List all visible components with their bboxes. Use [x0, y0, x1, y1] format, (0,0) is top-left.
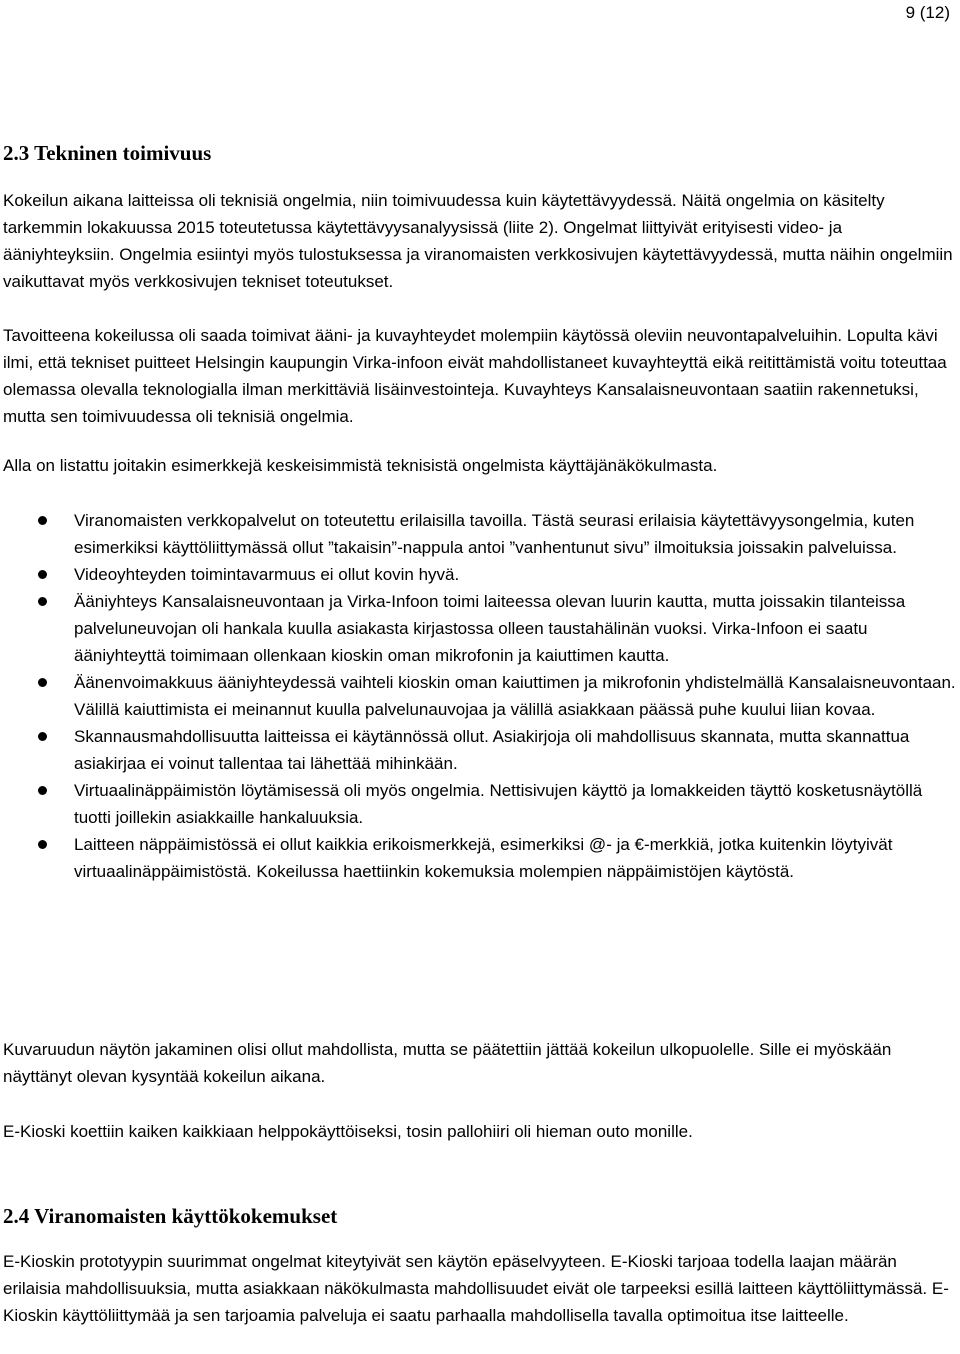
list-item-text: Äänenvoimakkuus ääniyhteydessä vaihteli kioskin oman kaiuttimen ja mikrofonin yhdistelmällä Kansalaisneuvontaan. Välillä kaiuttimista ei meinannut kuulla palvelunauvojaa ja välillä asiakkaan päässä puhe kuului liian kovaa. — [74, 673, 956, 719]
list-item-text: Videoyhteyden toimintavarmuus ei ollut kovin hyvä. — [74, 565, 460, 584]
list-item-text: Laitteen näppäimistössä ei ollut kaikkia erikoismerkkejä, esimerkiksi @- ja €-merkkiä, jotka kuitenkin löytyivät virtuaalinäppäimistöstä. Kokeilussa haettiinkin kokemuksia molempien näppäimistöjen käytöstä. — [74, 835, 893, 881]
bullet-icon — [38, 786, 47, 795]
paragraph-goals: Tavoitteena kokeilussa oli saada toimivat ääni- ja kuvayhteydet molempiin käytössä oleviin neuvontapalveluihin. Lopulta kävi ilmi, että tekniset puitteet Helsingin kaupungin Virka-infoon eivät mahdollistaneet kuvayhteyttä eikä reitittämistä voitu toteuttaa olemassa olevalla teknologialla ilman merkittäviä lisäinvestointeja. Kuvayhteys Kansalaisneuvontaan saatiin rakennetuksi, mutta sen toimivuudessa oli teknisiä ongelmia. — [3, 326, 947, 426]
section-heading-2-3: 2.3 Tekninen toimivuus — [3, 141, 212, 165]
bullet-icon — [38, 516, 47, 525]
list-item-text: Virtuaalinäppäimistön löytämisessä oli myös ongelmia. Nettisivujen käyttö ja lomakkeiden täyttö kosketusnäytöllä tuotti joillekin asiakkaille hankaluuksia. — [74, 781, 923, 827]
paragraph-list-intro: Alla on listattu joitakin esimerkkejä keskeisimmistä teknisistä ongelmista käyttäjänäkökulmasta. — [3, 456, 718, 475]
list-item — [0, 588, 960, 669]
list-item — [0, 561, 960, 588]
bullet-icon — [38, 840, 47, 849]
bullet-icon — [38, 678, 47, 687]
page-number: 9 (12) — [905, 3, 950, 22]
bullet-icon — [38, 570, 47, 579]
list-item-text: Ääniyhteys Kansalaisneuvontaan ja Virka-Infoon toimi laiteessa olevan luurin kautta, mutta joissakin tilanteissa palveluneuvojan oli hankala kuulla asiakasta kirjastossa olleen taustahälinän vuoksi. Virka-Infoon ei saatu ääniyhteyttä toimimaan ollenkaan kioskin oman mikrofonin ja kaiuttimen kautta. — [74, 592, 906, 665]
bullet-icon — [38, 732, 47, 741]
paragraph-screen-sharing: Kuvaruudun näytön jakaminen olisi ollut mahdollista, mutta se päätettiin jättää kokeilun ulkopuolelle. Sille ei myöskään näyttänyt olevan kysyntää kokeilun aikana. — [3, 1040, 892, 1086]
list-item — [0, 723, 960, 777]
list-item-text: Viranomaisten verkkopalvelut on toteutettu erilaisilla tavoilla. Tästä seurasi erilaisia käytettävyysongelmia, kuten esimerkiksi käyttöliittymässä ollut ”takaisin”-nappula antoi ”vanhentunut sivu” ilmoituksia joissakin palveluissa. — [74, 511, 915, 557]
problem-list — [0, 507, 960, 885]
list-item — [0, 777, 960, 831]
list-item-text: Skannausmahdollisuutta laitteissa ei käytännössä ollut. Asiakirjoja oli mahdollisuus skannata, mutta skannattua asiakirjaa ei voinut tallentaa tai lähettää mihinkään. — [74, 727, 910, 773]
paragraph-ease-of-use: E-Kioski koettiin kaiken kaikkiaan helppokäyttöiseksi, tosin pallohiiri oli hieman outo monille. — [3, 1122, 693, 1141]
paragraph-technical-problems: Kokeilun aikana laitteissa oli teknisiä ongelmia, niin toimivuudessa kuin käytettävyydessä. Näitä ongelmia on käsitelty tarkemmin lokakuussa 2015 toteutetussa käytettävyysanalyysissä (liite 2). Ongelmat liittyivät erityisesti video- ja ääniyhteyksiin. Ongelmia esiintyi myös tulostuksessa ja viranomaisten verkkosivujen käytettävyydessä, mutta näihin ongelmiin vaikuttavat myös verkkosivujen tekniset toteutukset. — [3, 191, 953, 291]
list-item — [0, 507, 960, 561]
paragraph-authority-experiences: E-Kioskin prototyypin suurimmat ongelmat kiteytyivät sen käytön epäselvyyteen. E-Kioski tarjoaa todella laajan määrän erilaisia mahdollisuuksia, mutta asiakkaan näkökulmasta mahdollisuudet eivät ole tarpeeksi esillä laitteen käyttöliittymässä. E-Kioskin käyttöliittymää ja sen tarjoamia palveluja ei saatu parhaalla mahdollisella tavalla optimoitua itse laitteelle. — [3, 1252, 949, 1325]
list-item — [0, 831, 960, 885]
list-item — [0, 669, 960, 723]
section-heading-2-4: 2.4 Viranomaisten käyttökokemukset — [3, 1204, 338, 1228]
bullet-icon — [38, 597, 47, 606]
